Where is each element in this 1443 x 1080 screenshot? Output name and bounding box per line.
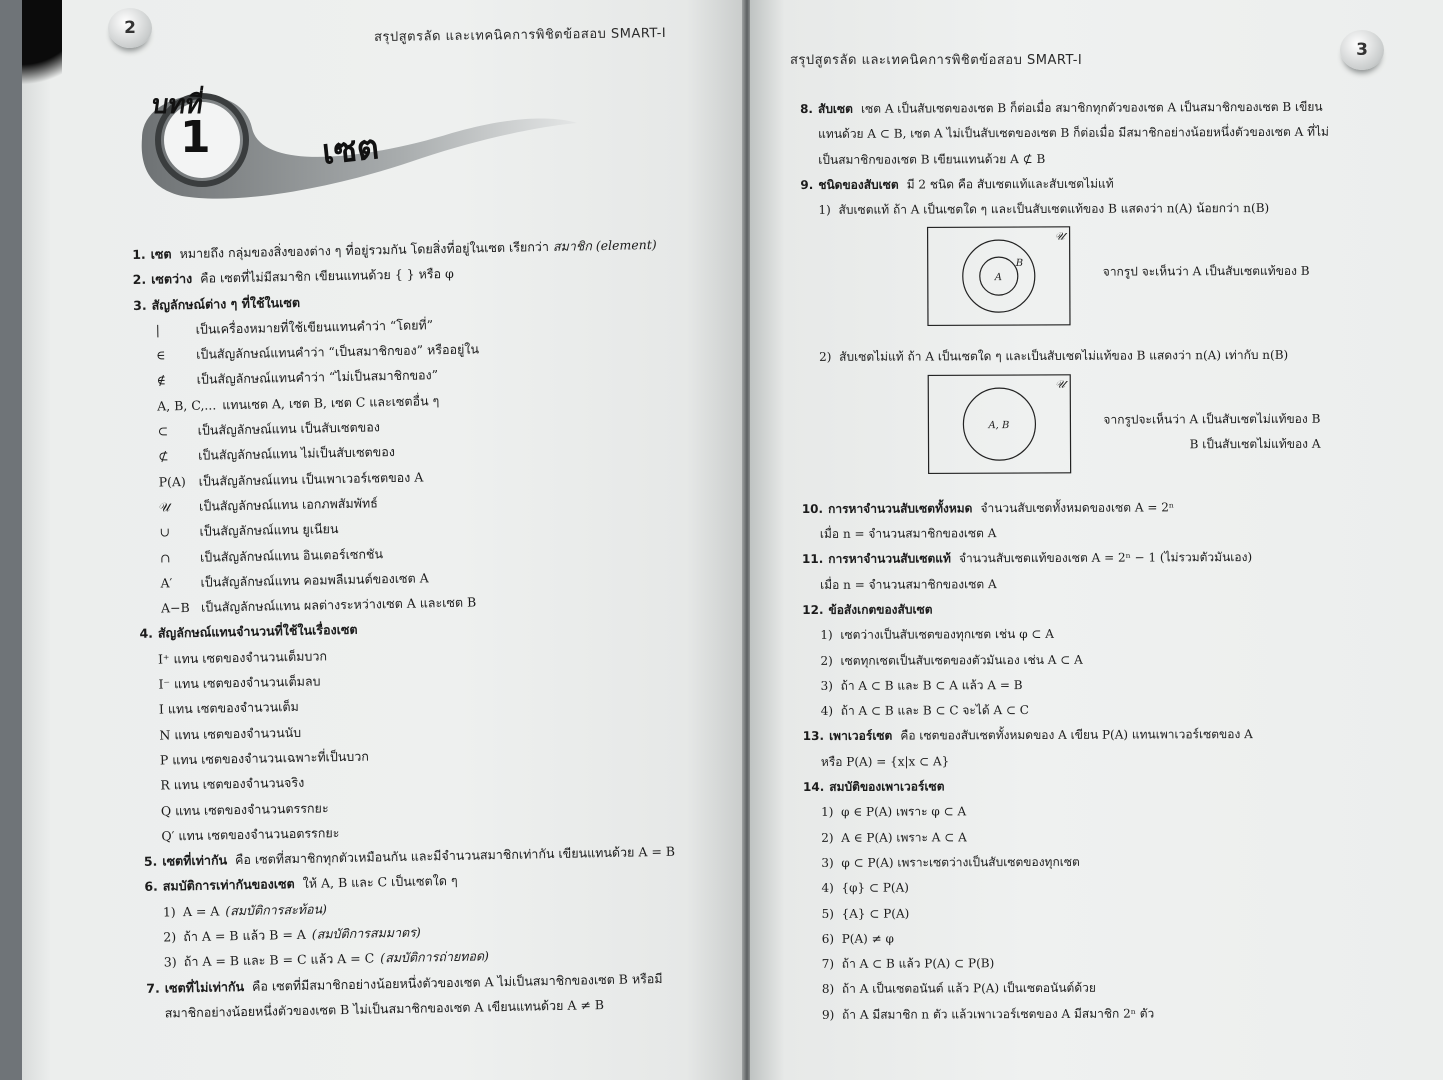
property-text: ถ้า A ⊂ B แล้ว P(A) ⊂ P(B) xyxy=(841,956,995,971)
property-number: 2) xyxy=(163,929,177,945)
left-content xyxy=(132,230,744,1026)
outer-set-label: B xyxy=(1015,258,1024,270)
item-10-note: เมื่อ n = จำนวนสมาชิกของเซต A xyxy=(819,526,997,541)
running-header: สรุปสูตรลัด และเทคนิคการพิชิตข้อสอบ SMART-I xyxy=(790,53,1083,68)
symbol-glyph: ∈ xyxy=(156,347,166,363)
observation-item xyxy=(803,671,1393,699)
improper-subset-line: 2) สับเซตไม่แท้ ถ้า A เป็นเซตใด ๆ และเป็นสับเซตไม่แท้ของ B แสดงว่า n(A) เท่ากับ n(B) xyxy=(819,348,1289,365)
symbol-glyph: ⊂ xyxy=(157,423,169,439)
item-11: 11. การหาจำนวนสับเซตแท้ จำนวนสับเซตแท้ของเซต A = 2ⁿ − 1 (ไม่รวมตัวมันเอง) xyxy=(801,550,1253,567)
item-14: 14. สมบัติของเพาเวอร์เซต xyxy=(802,779,945,795)
symbol-description: เป็นสัญลักษณ์แทน ยูเนียน xyxy=(199,521,339,540)
page-number-badge: 2 xyxy=(108,8,152,48)
proper-subset-diagram xyxy=(801,221,1392,346)
property-text: {A} ⊂ P(A) xyxy=(841,906,910,921)
power-set-property xyxy=(804,899,1394,927)
property-text: A = A xyxy=(182,903,220,919)
property-text: φ ⊂ P(A) เพราะเซตว่างเป็นสับเซตของทุกเซต xyxy=(841,854,1080,870)
symbol-description: เป็นสัญลักษณ์แทน เป็นเพาเวอร์เซตของ A xyxy=(198,469,424,489)
symbol-glyph: 𝒰 xyxy=(158,499,171,515)
right-page xyxy=(750,0,1443,1080)
number-set-item: I⁺ แทน เซตของจำนวนเต็มบวก xyxy=(157,648,328,667)
observation-text: ถ้า A ⊂ B และ B ⊂ C จะได้ A ⊂ C xyxy=(840,703,1030,718)
property-text: ถ้า A เป็นเซตอนันต์ แล้ว P(A) เป็นเซตอนันต์ด้วย xyxy=(841,981,1096,997)
item-4: 4. สัญลักษณ์แทนจำนวนที่ใช้ในเรื่องเซต xyxy=(139,622,358,642)
power-set-property xyxy=(804,1000,1394,1028)
symbol-description: เป็นเครื่องหมายที่ใช้เขียนแทนคำว่า “โดยที่” xyxy=(195,317,434,337)
property-text: φ ∈ P(A) เพราะ φ ⊂ A xyxy=(841,804,967,820)
power-set-property xyxy=(803,798,1393,826)
symbol-description: เป็นสัญลักษณ์แทนคำว่า “เป็นสมาชิกของ” หรืออยู่ใน xyxy=(196,341,480,362)
property-text: A ∈ P(A) เพราะ A ⊂ A xyxy=(841,829,967,845)
property-number: 7) xyxy=(821,956,835,972)
property-number: 8) xyxy=(821,982,835,997)
item-7: 7. เซตที่ไม่เท่ากัน คือ เซตที่มีสมาชิกอย่างน้อยหนึ่งตัวของเซต A ไม่เป็นสมาชิกของเซต B หรือมี xyxy=(146,970,663,996)
inner-set-label: A xyxy=(994,272,1003,284)
item-8-line-3: เป็นสมาชิกของเซต B เขียนแทนด้วย A ⊄ B xyxy=(818,151,1046,167)
running-header: สรุปสูตรลัด และเทคนิคการพิชิตข้อสอบ SMART-I xyxy=(373,25,667,46)
observation-item xyxy=(802,646,1392,674)
item-5: 5. เซตที่เท่ากัน คือ เซตที่สมาชิกทุกตัวเหมือนกัน และมีจำนวนสมาชิกเท่ากัน เขียนแทนด้วย A = B xyxy=(143,843,676,870)
item-9: 9. ชนิดของสับเซต มี 2 ชนิด คือ สับเซตแท้และสับเซตไม่แท้ xyxy=(800,176,1114,192)
symbol-glyph: A, B, C,... xyxy=(157,397,217,414)
symbol-glyph: ∉ xyxy=(156,372,167,389)
observation-item xyxy=(803,697,1393,725)
property-name: (สมบัติการสะท้อน) xyxy=(225,901,328,919)
observation-text: เซตทุกเซตเป็นสับเซตของตัวมันเอง เช่น A ⊂ A xyxy=(840,652,1083,668)
observation-text: ถ้า A ⊂ B และ B ⊂ A แล้ว A = B xyxy=(840,677,1023,693)
proper-subset-line: 1) สับเซตแท้ ถ้า A เป็นเซตใด ๆ และเป็นสับเซตแท้ของ B แสดงว่า n(A) น้อยกว่า n(B) xyxy=(818,201,1270,218)
power-set-property xyxy=(803,874,1393,902)
item-13: 13. เพาเวอร์เซต คือ เซตของสับเซตทั้งหมดของ A เขียน P(A) แทนเพาเวอร์เซตของ A xyxy=(802,727,1253,744)
number-set-list xyxy=(140,635,744,849)
item-2: 2. เซตว่าง คือ เซตที่ไม่มีสมาชิก เขียนแทนด้วย { } หรือ φ xyxy=(132,266,454,288)
venn-diagram-proper xyxy=(927,226,1071,327)
set-label: A, B xyxy=(988,419,1010,431)
symbol-list xyxy=(133,306,739,621)
right-content xyxy=(800,94,1394,1028)
symbol-glyph: ∪ xyxy=(159,524,171,540)
power-set-property xyxy=(804,975,1394,1003)
power-set-property xyxy=(803,848,1393,876)
improper-subset-caption: จากรูปจะเห็นว่า A เป็นสับเซตไม่แท้ของ B B เป็นสับเซตไม่แท้ของ A xyxy=(1103,411,1321,452)
power-set-property xyxy=(804,950,1394,978)
power-set-properties-list xyxy=(803,798,1394,1028)
symbol-glyph: ∩ xyxy=(159,549,171,566)
item-1: 1. เซต หมายถึง กลุ่มของสิ่งของต่าง ๆ ที่อยู่รวมกัน โดยสิ่งที่อยู่ในเซต เรียกว่า สมาชิก (element) xyxy=(132,236,657,262)
observation-text: เซตว่างเป็นสับเซตของทุกเซต เช่น φ ⊂ A xyxy=(840,627,1054,643)
item-12: 12. ข้อสังเกตของสับเซต xyxy=(802,602,933,617)
power-set-property xyxy=(804,924,1394,952)
number-set-item: P แทน เซตของจำนวนเฉพาะที่เป็นบวก xyxy=(159,748,370,768)
item-11-note: เมื่อ n = จำนวนสมาชิกของเซต A xyxy=(820,576,997,592)
symbol-glyph: P(A) xyxy=(158,473,186,490)
number-set-item: I⁻ แทน เซตของจำนวนเต็มลบ xyxy=(158,673,321,692)
symbol-glyph: | xyxy=(155,322,161,338)
property-number: 9) xyxy=(821,1007,835,1022)
item-7-continuation: สมาชิกอย่างน้อยหนึ่งตัวของเซต B ไม่เป็นสมาชิกของเซต A เขียนแทนด้วย A ≠ B xyxy=(164,996,605,1021)
item-13-note: หรือ P(A) = {x|x ⊂ A} xyxy=(820,754,950,769)
improper-subset-diagram xyxy=(801,368,1392,497)
power-set-property xyxy=(803,823,1393,851)
chapter-banner xyxy=(122,78,582,208)
symbol-description: เป็นสัญลักษณ์แทนคำว่า “ไม่เป็นสมาชิกของ” xyxy=(196,367,439,388)
property-text: P(A) ≠ φ xyxy=(841,931,894,946)
property-name: (สมบัติการถ่ายทอด) xyxy=(380,948,490,966)
symbol-description: เป็นสัญลักษณ์แทน เอกภพสัมพัทธ์ xyxy=(198,495,378,514)
property-name: (สมบัติการสมมาตร) xyxy=(311,924,421,942)
number-set-item: N แทน เซตของจำนวนนับ xyxy=(159,724,302,743)
item-3: 3. สัญลักษณ์ต่าง ๆ ที่ใช้ในเซต xyxy=(133,294,301,313)
property-number: 6) xyxy=(821,931,835,946)
symbol-description: เป็นสัญลักษณ์แทน อินเตอร์เซกชัน xyxy=(199,545,384,565)
number-set-item: R แทน เซตของจำนวนจริง xyxy=(160,775,305,793)
item-8: 8. สับเซต เซต A เป็นสับเซตของเซต B ก็ต่อเมื่อ สมาชิกทุกตัวของเซต A เป็นสมาชิกของเซต B เขียน xyxy=(800,99,1323,116)
property-number: 2) xyxy=(821,830,834,845)
number-set-item: I แทน เซตของจำนวนเต็ม xyxy=(158,699,299,717)
observation-item xyxy=(802,621,1392,649)
number-set-item: Q แทน เซตของจำนวนตรรกยะ xyxy=(160,799,329,819)
universe-label: 𝒰 xyxy=(1055,377,1066,391)
item-6: 6. สมบัติการเท่ากันของเซต ให้ A, B และ C เป็นเซตใด ๆ xyxy=(144,873,458,895)
symbol-description: เป็นสัญลักษณ์แทน ไม่เป็นสับเซตของ xyxy=(197,444,396,464)
property-number: 1) xyxy=(162,904,176,920)
property-number: 4) xyxy=(821,881,834,896)
symbol-description: เป็นสัญลักษณ์แทน เป็นสับเซตของ xyxy=(197,419,381,438)
observation-number: 1) xyxy=(820,628,833,643)
symbol-glyph: A−B xyxy=(160,600,190,616)
item-8-line-2: แทนด้วย A ⊂ B, เซต A ไม่เป็นสับเซตของเซต B ก็ต่อเมื่อ มีสมาชิกอย่างน้อยหนึ่งตัวของเซต A ที่ไม่ xyxy=(818,124,1329,142)
number-set-item: Q′ แทน เซตของจำนวนอตรรกยะ xyxy=(161,824,340,844)
symbol-description: เป็นสัญลักษณ์แทน คอมพลีเมนต์ของเซต A xyxy=(200,570,429,590)
page-corner-shadow xyxy=(22,0,62,110)
symbol-glyph: ⊄ xyxy=(157,448,169,464)
chapter-number: 1 xyxy=(180,112,211,163)
observation-number: 4) xyxy=(820,704,834,719)
equality-properties-list xyxy=(145,888,744,975)
property-number: 5) xyxy=(821,906,834,921)
chapter-word: บทที่ xyxy=(149,90,205,120)
item-10: 10. การหาจำนวนสับเซตทั้งหมด จำนวนสับเซตทั้งหมดของเซต A = 2ⁿ xyxy=(801,500,1175,516)
observation-number: 2) xyxy=(820,653,833,668)
universe-label: 𝒰 xyxy=(1054,230,1065,244)
property-number: 3) xyxy=(821,855,834,870)
property-number: 3) xyxy=(163,954,177,970)
venn-diagram-improper xyxy=(927,374,1071,475)
chapter-title: เซต xyxy=(320,127,381,173)
property-text: ถ้า A = B แล้ว B = A xyxy=(183,926,306,945)
property-text: ถ้า A = B และ B = C แล้ว A = C xyxy=(183,950,375,970)
observation-number: 3) xyxy=(820,678,833,693)
proper-subset-caption: จากรูป จะเห็นว่า A เป็นสับเซตแท้ของ B xyxy=(1102,264,1310,280)
property-text: ถ้า A มีสมาชิก n ตัว แล้วเพาเวอร์เซตของ A มีสมาชิก 2ⁿ ตัว xyxy=(841,1006,1155,1022)
property-number: 1) xyxy=(821,805,834,820)
symbol-glyph: A′ xyxy=(160,575,173,591)
property-text: {φ} ⊂ P(A) xyxy=(841,880,909,896)
left-page xyxy=(22,0,744,1080)
symbol-description: เป็นสัญลักษณ์แทน ผลต่างระหว่างเซต A และเซต B xyxy=(200,594,477,615)
subset-observations-list xyxy=(802,621,1392,725)
page-number-badge: 3 xyxy=(1340,30,1384,70)
symbol-description: แทนเซต A, เซต B, เซต C และเซตอื่น ๆ xyxy=(222,392,440,413)
